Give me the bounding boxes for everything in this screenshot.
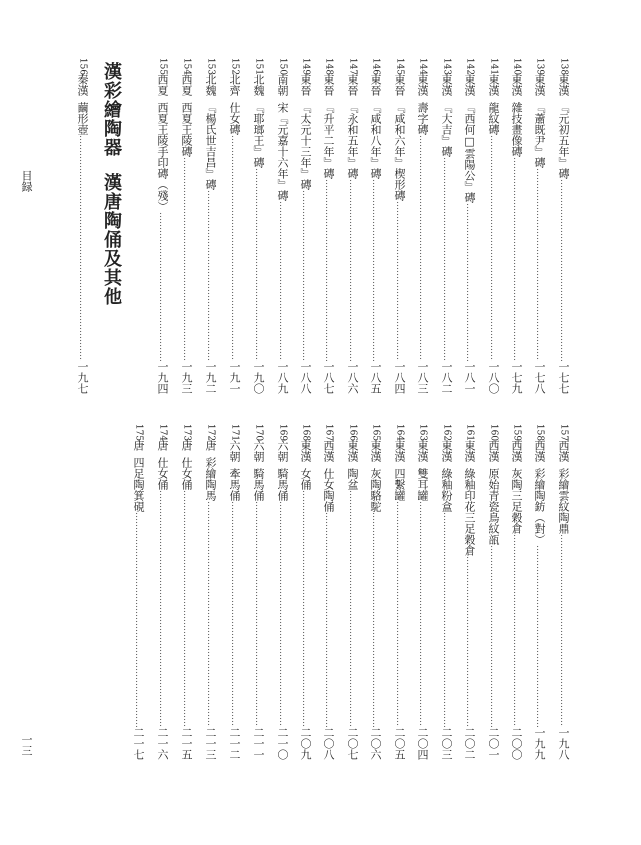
entry-title: 雙耳罐 xyxy=(416,468,429,501)
entry-title: 彩繪陶鈁（對） xyxy=(533,468,546,545)
leader-dots xyxy=(156,490,168,727)
toc-entry xyxy=(294,57,316,394)
leader-dots xyxy=(393,501,405,727)
entry-page: 一九八 xyxy=(557,727,570,760)
entry-dynasty: 西夏 xyxy=(180,74,193,96)
entry-dynasty: 東漢 xyxy=(416,440,429,462)
toc-entry xyxy=(223,57,245,394)
entry-title: 『楊氏世吉昌』磚 xyxy=(204,102,217,190)
entry-dynasty: 東漢 xyxy=(440,74,453,96)
toc-entry xyxy=(552,57,574,394)
entry-number: 149 xyxy=(300,57,311,76)
entry-title: 雜技畫像磚 xyxy=(510,102,523,157)
entry-number: 142 xyxy=(464,57,475,76)
entry-page: 一九四 xyxy=(156,361,169,394)
toc-entry xyxy=(364,423,386,760)
entry-number: 162 xyxy=(441,423,452,442)
entry-number: 152 xyxy=(229,57,240,76)
entry-number: 153 xyxy=(205,57,216,76)
entry-number: 165 xyxy=(370,423,381,442)
entry-title: 龍紋磚 xyxy=(487,102,500,135)
entry-dynasty: 東晉 xyxy=(322,74,335,96)
entry-page: 一八三 xyxy=(416,361,429,394)
entry-page: 二〇四 xyxy=(416,727,429,760)
leader-dots xyxy=(393,201,405,361)
entry-number: 159 xyxy=(511,423,522,442)
toc-entry xyxy=(127,423,149,760)
leader-dots xyxy=(557,179,569,361)
entry-dynasty: 西漢 xyxy=(322,440,335,462)
leader-dots xyxy=(156,212,168,361)
entry-title: 四足陶箕硯 xyxy=(132,457,145,512)
entry-page: 一八二 xyxy=(440,361,453,394)
leader-dots xyxy=(346,179,358,361)
entry-page: 二一七 xyxy=(132,727,145,760)
toc-entry xyxy=(458,57,480,394)
entry-page: 二〇三 xyxy=(440,727,453,760)
entry-page: 一八九 xyxy=(276,361,289,394)
leader-dots xyxy=(487,135,499,361)
toc-entry xyxy=(482,423,504,760)
toc-entry xyxy=(294,423,316,760)
toc-entry xyxy=(271,57,293,394)
entry-number: 171 xyxy=(229,423,240,442)
entry-number: 172 xyxy=(205,423,216,442)
entry-page: 一八五 xyxy=(369,361,382,394)
leader-dots xyxy=(369,512,381,727)
toc-entry xyxy=(341,423,363,760)
toc-entry xyxy=(528,423,550,760)
entry-dynasty: 西漢 xyxy=(487,440,500,462)
leader-dots xyxy=(276,201,288,361)
entry-dynasty: 唐 xyxy=(132,440,145,451)
entry-page: 二一二 xyxy=(228,727,241,760)
toc-entry xyxy=(247,423,269,760)
entry-title: 仕女俑 xyxy=(180,457,193,490)
leader-dots xyxy=(463,556,475,727)
entry-title: 西夏王陵磚 xyxy=(180,102,193,157)
toc-entry xyxy=(388,423,410,760)
toc-entry xyxy=(458,423,480,760)
leader-dots xyxy=(416,135,428,361)
toc-entry xyxy=(175,57,197,394)
entry-dynasty: 西漢 xyxy=(557,440,570,462)
entry-page: 一九一 xyxy=(228,361,241,394)
toc-entry xyxy=(552,423,574,760)
entry-page: 一八〇 xyxy=(487,361,500,394)
leader-dots xyxy=(299,190,311,361)
entry-number: 167 xyxy=(323,423,334,442)
entry-dynasty: 東漢 xyxy=(369,440,382,462)
entry-title: 騎馬俑 xyxy=(276,468,289,501)
entry-page: 二〇七 xyxy=(346,727,359,760)
leader-dots xyxy=(322,512,334,727)
entry-title: 西夏王陵手印磚（殘） xyxy=(156,102,169,212)
entry-title: 『西何□雲陽公』磚 xyxy=(463,102,476,203)
entry-title: 綠釉粉盒 xyxy=(440,468,453,512)
entry-title: 彩繪陶馬 xyxy=(204,457,217,501)
entry-dynasty: 東漢 xyxy=(463,74,476,96)
entry-dynasty: 六朝 xyxy=(228,440,241,462)
toc-entry xyxy=(505,57,527,394)
leader-dots xyxy=(533,168,545,361)
entry-dynasty: 西漢 xyxy=(510,440,523,462)
entry-page: 二一一 xyxy=(252,727,265,760)
toc-entry xyxy=(247,57,269,394)
leader-dots xyxy=(76,135,88,361)
entry-number: 151 xyxy=(253,57,264,76)
toc-entry xyxy=(528,57,550,394)
entry-dynasty: 東晉 xyxy=(299,74,312,96)
toc-entry xyxy=(388,57,410,394)
entry-dynasty: 東漢 xyxy=(510,74,523,96)
entry-title: 『永和五年』磚 xyxy=(346,102,359,179)
leader-dots xyxy=(204,190,216,361)
leader-dots xyxy=(510,157,522,361)
entry-page: 二一三 xyxy=(204,727,217,760)
entry-title: 『太元十三年』磚 xyxy=(299,102,312,190)
leader-dots xyxy=(180,157,192,361)
toc-entry xyxy=(341,57,363,394)
entry-title: 女俑 xyxy=(299,468,312,490)
entry-title: 牽馬俑 xyxy=(228,468,241,501)
entry-page: 二〇六 xyxy=(369,727,382,760)
entry-page: 一九九 xyxy=(533,727,546,760)
leader-dots xyxy=(557,534,569,727)
entry-title: 『元初五年』磚 xyxy=(557,102,570,179)
toc-entry xyxy=(435,57,457,394)
toc-entry xyxy=(151,57,173,394)
entry-number: 150 xyxy=(277,57,288,76)
toc-entry xyxy=(71,57,93,394)
leader-dots xyxy=(440,157,452,361)
leader-dots xyxy=(204,501,216,727)
entry-page: 一八八 xyxy=(299,361,312,394)
page-number: 一三 xyxy=(20,734,33,756)
entry-number: 175 xyxy=(133,423,144,442)
entry-page: 二〇五 xyxy=(393,727,406,760)
entry-title: 仕女陶俑 xyxy=(322,468,335,512)
entry-dynasty: 唐 xyxy=(204,440,217,451)
entry-title: 綠釉印花三足穀倉 xyxy=(463,468,476,556)
entry-dynasty: 六朝 xyxy=(252,440,265,462)
entry-dynasty: 東晉 xyxy=(393,74,406,96)
entry-title: 壽字磚 xyxy=(416,102,429,135)
toc-entry xyxy=(317,57,339,394)
leader-dots xyxy=(346,490,358,727)
leader-dots xyxy=(369,179,381,361)
entry-number: 163 xyxy=(417,423,428,442)
entry-dynasty: 北魏 xyxy=(252,74,265,96)
toc-entry xyxy=(505,423,527,760)
entry-page: 一九〇 xyxy=(252,361,265,394)
entry-dynasty: 東漢 xyxy=(299,440,312,462)
entry-page: 二〇〇 xyxy=(510,727,523,760)
entry-number: 168 xyxy=(300,423,311,442)
entry-page: 一八四 xyxy=(393,361,406,394)
entry-number: 158 xyxy=(534,423,545,442)
entry-number: 155 xyxy=(157,57,168,76)
entry-page: 一八七 xyxy=(322,361,335,394)
entry-dynasty: 東漢 xyxy=(416,74,429,96)
section-heading-part2: 漢唐陶俑及其他 xyxy=(101,173,122,306)
leader-dots xyxy=(252,168,264,361)
entry-number: 148 xyxy=(323,57,334,76)
entry-dynasty: 唐 xyxy=(180,440,193,451)
entry-dynasty: 東漢 xyxy=(440,440,453,462)
entry-dynasty: 西漢 xyxy=(533,440,546,462)
entry-title: 騎馬俑 xyxy=(252,468,265,501)
entry-title: 『蕭既尹』磚 xyxy=(533,102,546,168)
entry-number: 146 xyxy=(370,57,381,76)
entry-page: 一九三 xyxy=(180,361,193,394)
entry-dynasty: 東漢 xyxy=(346,440,359,462)
entry-page: 一八六 xyxy=(346,361,359,394)
leader-dots xyxy=(276,501,288,727)
entry-page: 二〇九 xyxy=(299,727,312,760)
leader-dots xyxy=(228,501,240,727)
entry-number: 166 xyxy=(347,423,358,442)
leader-dots xyxy=(440,512,452,727)
leader-dots xyxy=(510,534,522,727)
entry-title: 『耶瑯王』磚 xyxy=(252,102,265,168)
entry-page: 一七九 xyxy=(510,361,523,394)
leader-dots xyxy=(463,203,475,361)
entry-dynasty: 西夏 xyxy=(156,74,169,96)
leader-dots xyxy=(487,545,499,727)
toc-entry xyxy=(175,423,197,760)
entry-dynasty: 東晉 xyxy=(346,74,359,96)
entry-number: 170 xyxy=(253,423,264,442)
entry-page: 一七七 xyxy=(557,361,570,394)
entry-title: 彩繪雲紋陶鼎 xyxy=(557,468,570,534)
toc-entry xyxy=(271,423,293,760)
entry-number: 143 xyxy=(441,57,452,76)
entry-number: 138 xyxy=(558,57,569,76)
entry-dynasty: 南朝 xyxy=(276,74,289,96)
entry-number: 147 xyxy=(347,57,358,76)
toc-entry xyxy=(317,423,339,760)
entry-page: 二〇一 xyxy=(487,727,500,760)
entry-page: 二〇二 xyxy=(463,727,476,760)
entry-dynasty: 東漢 xyxy=(533,74,546,96)
entry-number: 161 xyxy=(464,423,475,442)
entry-number: 144 xyxy=(417,57,428,76)
entry-title: 四繫罐 xyxy=(393,468,406,501)
toc-entry xyxy=(364,57,386,394)
toc-entry xyxy=(151,423,173,760)
toc-entry xyxy=(199,57,221,394)
entry-page: 二一〇 xyxy=(276,727,289,760)
entry-dynasty: 北齊 xyxy=(228,74,241,96)
entry-title: 繭形壺 xyxy=(76,102,89,135)
leader-dots xyxy=(180,490,192,727)
entry-title: 仕女俑 xyxy=(156,457,169,490)
entry-number: 174 xyxy=(157,423,168,442)
section-heading xyxy=(98,62,124,306)
entry-number: 157 xyxy=(558,423,569,442)
entry-number: 140 xyxy=(511,57,522,76)
entry-dynasty: 六朝 xyxy=(276,440,289,462)
entry-number: 156 xyxy=(77,57,88,76)
entry-number: 164 xyxy=(394,423,405,442)
entry-title: 『咸和六年』楔形磚 xyxy=(393,102,406,201)
entry-page: 一八一 xyxy=(463,361,476,394)
entry-page: 一九二 xyxy=(204,361,217,394)
entry-dynasty: 東漢 xyxy=(487,74,500,96)
entry-number: 173 xyxy=(181,423,192,442)
toc-entry xyxy=(223,423,245,760)
toc-entry xyxy=(411,423,433,760)
entry-dynasty: 東晉 xyxy=(369,74,382,96)
entry-title: 『大吉』磚 xyxy=(440,102,453,157)
page-header: 目録 xyxy=(20,170,33,192)
entry-dynasty: 唐 xyxy=(156,440,169,451)
entry-title: 灰陶駱駝 xyxy=(369,468,382,512)
leader-dots xyxy=(416,501,428,727)
leader-dots xyxy=(132,512,144,727)
entry-title: 仕女磚 xyxy=(228,102,241,135)
leader-dots xyxy=(322,179,334,361)
leader-dots xyxy=(299,490,311,727)
entry-page: 二一五 xyxy=(180,727,193,760)
toc-entry xyxy=(435,423,457,760)
entry-title: 『升平二年』磚 xyxy=(322,102,335,179)
toc-entry xyxy=(199,423,221,760)
entry-page: 一九七 xyxy=(76,361,89,394)
entry-dynasty: 東漢 xyxy=(393,440,406,462)
entry-number: 160 xyxy=(488,423,499,442)
entry-number: 169 xyxy=(277,423,288,442)
entry-number: 154 xyxy=(181,57,192,76)
leader-dots xyxy=(533,545,545,727)
entry-dynasty: 秦漢 xyxy=(76,74,89,96)
entry-page: 一七八 xyxy=(533,361,546,394)
entry-number: 141 xyxy=(488,57,499,76)
toc-entry xyxy=(411,57,433,394)
entry-title: 陶盆 xyxy=(346,468,359,490)
section-heading-part1: 漢彩繪陶器 xyxy=(101,62,122,157)
toc-entry xyxy=(482,57,504,394)
entry-title: 『咸和八年』磚 xyxy=(369,102,382,179)
entry-dynasty: 北魏 xyxy=(204,74,217,96)
entry-title: 原始青瓷鳥紋瓿 xyxy=(487,468,500,545)
entry-page: 二一六 xyxy=(156,727,169,760)
leader-dots xyxy=(252,501,264,727)
entry-number: 145 xyxy=(394,57,405,76)
entry-title: 宋『元嘉十六年』磚 xyxy=(276,102,289,201)
leader-dots xyxy=(228,135,240,361)
entry-dynasty: 東漢 xyxy=(463,440,476,462)
entry-dynasty: 東漢 xyxy=(557,74,570,96)
entry-page: 二〇八 xyxy=(322,727,335,760)
entry-title: 灰陶三足穀倉 xyxy=(510,468,523,534)
entry-number: 139 xyxy=(534,57,545,76)
